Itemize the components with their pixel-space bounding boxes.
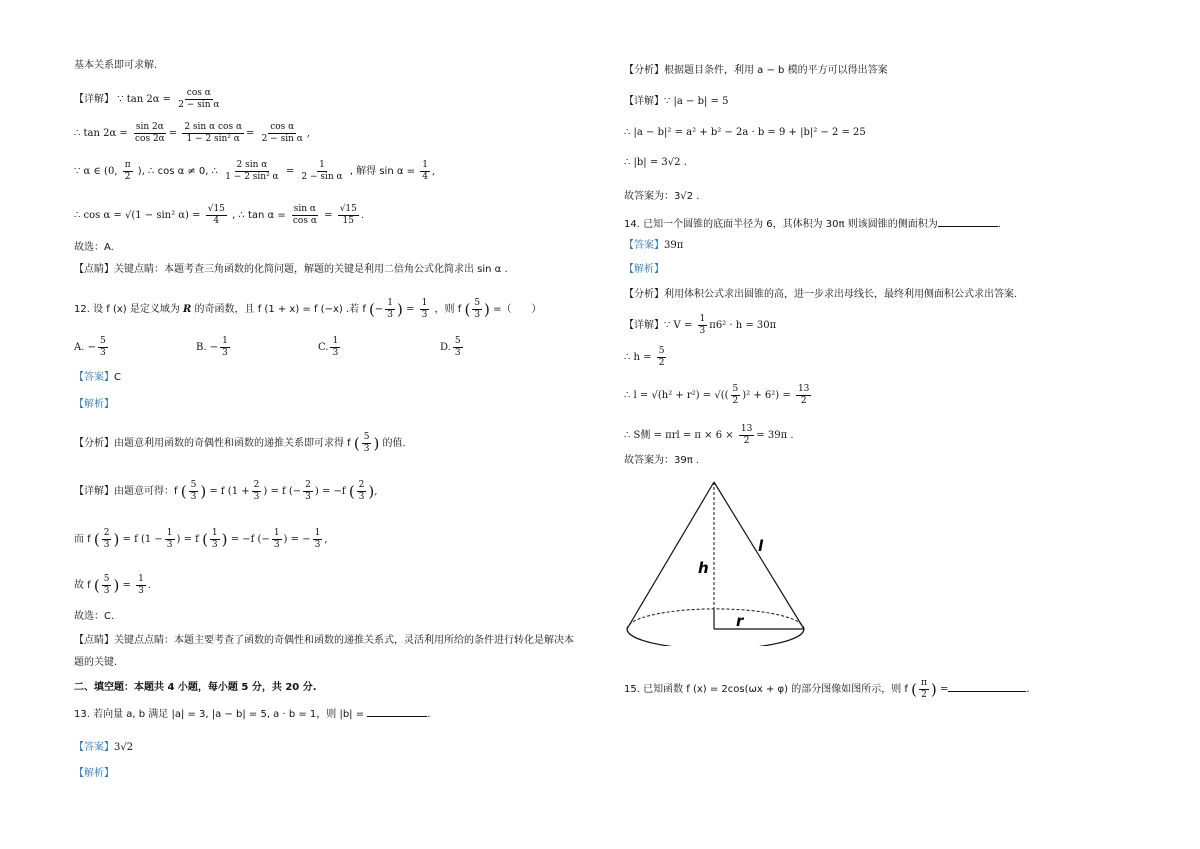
fraction (165, 528, 175, 551)
analysis-line (624, 288, 1017, 302)
analysis-text: 利用体积公式求出圆锥的高，进一步求出母线长，最终利用侧面积公式求出答案. (664, 289, 1018, 300)
math: = (285, 166, 295, 177)
section-heading: 二、填空题：本题共 4 小题，每小题 5 分，共 20 分. (74, 682, 317, 693)
option-label: D. (440, 342, 451, 353)
answer-blank (367, 707, 427, 717)
math: , 解得 sin α = (349, 166, 416, 177)
numerator: 13 (797, 384, 810, 394)
detail-tag: 【详解】 (624, 320, 664, 331)
numerator: 2 sin α cos α (184, 122, 243, 132)
numerator: 5 (474, 298, 481, 308)
numerator: 2 sin α (236, 160, 268, 170)
math: = f (1 + (209, 486, 250, 497)
fraction (136, 574, 146, 597)
numerator: 5 (658, 346, 665, 356)
fraction (919, 678, 929, 701)
math: , (306, 128, 311, 139)
remark-line (74, 263, 508, 277)
denominator: 3 (305, 492, 311, 502)
question-text: . (427, 709, 431, 720)
fraction (220, 336, 230, 359)
math: ∵ |a − b| = 5 (664, 96, 729, 107)
cone-figure (624, 476, 824, 646)
numerator: 5 (363, 432, 370, 442)
math: ∵ α ∈ (0, (74, 166, 118, 177)
detail-tag: 【详解】 (624, 96, 664, 107)
answer-tag: 【答案】 (74, 372, 114, 383)
text-line: 基本关系即可求解. (74, 60, 158, 71)
answer-value: 39π (664, 240, 684, 251)
denominator: 2 (800, 396, 807, 406)
math: ∴ tan 2α = (74, 128, 128, 139)
option-label: C. (318, 342, 329, 353)
fraction (291, 204, 319, 227)
denominator: 4 (422, 172, 428, 182)
numerator: 1 (422, 160, 428, 170)
numerator: sin 2α (135, 122, 164, 132)
denominator: 2 (732, 396, 739, 406)
numerator: 2 (103, 528, 110, 538)
analysis-tag-inline: 【分析】 (74, 438, 114, 449)
analysis-text: 根据题目条件，利用 a − b 模的平方可以得出答案 (664, 65, 888, 76)
fraction (98, 336, 108, 359)
denominator: cos α (292, 216, 317, 226)
math: ), ∴ cos α ≠ 0, ∴ (137, 166, 219, 177)
cone-right-edge (714, 482, 804, 629)
fraction (385, 298, 395, 321)
answer-value: 3√2 (114, 742, 134, 753)
math: 由题意可得：f (114, 486, 178, 497)
math: , (374, 486, 378, 497)
math: = −f (− (230, 534, 270, 545)
fraction (133, 122, 167, 145)
question-text: 13. 若向量 a, b 满足 |a| = 3, |a − b| = 5, a · b = 1，则 |b| = (74, 709, 365, 720)
fraction (182, 122, 244, 145)
numerator: 1 (332, 336, 339, 346)
math: = (122, 580, 131, 591)
denominator: 4 (213, 216, 220, 226)
fraction (330, 336, 340, 359)
question-text: . (1026, 684, 1030, 695)
detail-line: 【详解】由题意可得：f ( $\frac{5}{3}$ ) = f (1 + $\frac{2}{3}$ ) = f (− $\frac{2}{3}$ ) = −f ( $\frac{2}{3}$ ), (74, 480, 378, 502)
denominator: 2 − sin α (301, 172, 343, 182)
fraction (472, 298, 482, 321)
radius-label: r (736, 612, 744, 630)
math: = (324, 210, 333, 221)
denominator: 1 − 2 sin² α (186, 134, 240, 144)
fraction (303, 480, 313, 503)
fraction (189, 480, 199, 503)
height-label: h (698, 559, 709, 577)
numerator: π (920, 678, 927, 688)
denominator: 3 (332, 348, 339, 358)
math: = 39π . (756, 430, 794, 441)
option-d (440, 336, 465, 359)
question-14 (624, 217, 1001, 232)
analysis-tag-inline: 【分析】 (624, 65, 664, 76)
numerator: 5 (99, 336, 106, 346)
numerator: √15 (339, 204, 357, 214)
math: . (147, 580, 152, 591)
detail-tag: 【详解】 (74, 486, 114, 497)
numerator: cos α (270, 122, 295, 132)
remark-text: 关键点点睛：本题主要考查了函数的奇偶性和函数的递推关系式，灵活利用所给的条件进行转化是解决本 (114, 635, 574, 646)
fraction (739, 424, 754, 447)
fraction (252, 480, 262, 503)
question-text: =（ ） (493, 304, 542, 315)
math: 故 f (74, 580, 91, 591)
denominator: 1 − 2 sin² α (225, 172, 279, 182)
answer-blank (938, 217, 998, 227)
fraction (102, 528, 112, 551)
denominator: 3 (166, 540, 173, 550)
denominator: 3 (211, 540, 218, 550)
denominator: 3 (99, 348, 106, 358)
answer-line (74, 741, 133, 755)
denominator: 3 (103, 540, 110, 550)
denominator: 2 − sin α (178, 100, 220, 110)
math: ∴ h = (624, 352, 652, 363)
math: , (431, 166, 436, 177)
remark-line (74, 634, 574, 648)
denominator: 3 (253, 492, 260, 502)
fraction (210, 528, 220, 551)
option-label: B. − (196, 342, 219, 353)
cone-base-back (627, 609, 804, 629)
fraction (731, 384, 741, 407)
detail-line (624, 95, 728, 109)
numerator: 1 (387, 298, 394, 308)
fraction (223, 160, 280, 183)
math: ∴ cos α = √(1 − sin² α) = (74, 210, 201, 221)
fraction (338, 204, 359, 227)
denominator: 3 (387, 310, 394, 320)
math: 而 f (74, 534, 91, 545)
math: . (360, 210, 365, 221)
numerator: 1 (222, 336, 228, 346)
numerator: π (124, 160, 131, 170)
math: )² + 6²) = (742, 390, 791, 401)
numerator: 1 (273, 528, 280, 538)
denominator: 3 (421, 310, 428, 320)
math: π6² · h = 30π (709, 320, 777, 331)
detail-tag: 【详解】 (74, 94, 114, 105)
fraction (420, 160, 430, 183)
math-line: ∴ |a − b|² = a² + b² − 2a · b = 9 + |b|² − 2 = 25 (624, 127, 866, 138)
numerator: 13 (740, 424, 753, 434)
analysis-line: 【分析】由题意利用函数的奇偶性和函数的递推关系即可求得 f ( $\frac{5}{3}$ ) 的值. (74, 432, 406, 454)
question-12: 12. 设 f (x) 是定义域为 R 的奇函数，且 f (1 + x) = f (−x) .若 f (− $\frac{1}{3}$ ) = $\frac{1}{3}$ ，则 f ( $\frac{5}{3}$ ) =（ ） (74, 298, 542, 320)
question-15: 15. 已知函数 f (x) = 2cos(ωx + φ) 的部分图像如图所示，则 f ( $\frac{\pi}{2}$ ) = . (624, 678, 1030, 700)
denominator: 3 (314, 540, 321, 550)
math-line: 故 f ( $\frac{5}{3}$ ) = $\frac{1}{3}$ . (74, 574, 152, 596)
denominator: 3 (273, 540, 280, 550)
numerator: 1 (138, 574, 144, 584)
math-line (624, 346, 668, 369)
question-13 (74, 707, 431, 722)
fraction (657, 346, 667, 369)
numerator: 5 (454, 336, 461, 346)
remark-text: 关键点睛：本题考查三角函数的化简问题，解题的关键是利用二倍角公式化简求出 sin α . (114, 264, 508, 275)
fraction (260, 122, 305, 145)
question-text: 14. 已知一个圆锥的底面半径为 6，其体积为 30π 则该圆锥的侧面积为 (624, 219, 938, 230)
math: ) = − (283, 534, 311, 545)
detail-line (74, 88, 223, 111)
math-line (624, 384, 813, 407)
denominator: 2 − sin α (261, 134, 303, 144)
text-line: 故选：A. (74, 242, 114, 253)
denominator: 3 (103, 586, 110, 596)
numerator: cos α (186, 88, 211, 98)
answer-tag: 【答案】 (74, 742, 114, 753)
fraction (123, 160, 133, 183)
fraction (357, 480, 367, 503)
math: ∴ S侧 = πrl = π × 6 × (624, 430, 734, 441)
math: ) = f (− (263, 486, 302, 497)
fraction (102, 574, 112, 597)
option-b (196, 336, 232, 359)
numerator: 1 (699, 314, 706, 324)
denominator: 3 (222, 348, 228, 358)
question-text: R (183, 304, 192, 315)
text-line: 故答案为：39π . (624, 455, 700, 466)
analysis-tag-inline: 【分析】 (624, 289, 664, 300)
text-line: 故选：C. (74, 611, 115, 622)
denominator: 3 (474, 310, 481, 320)
remark-tag: 【点睛】 (74, 264, 114, 275)
numerator: 2 (253, 480, 260, 490)
math-line: ∴ tan 2α = $\frac{\sin 2\alpha}{\cos 2\alpha}$ = $\frac{\text{2 sin α cos α}}{\text{1 − 2 sin² α}}$ = $\frac{\text{cos α}}{\text{2 − sin α}}$ , (74, 122, 311, 144)
text-line: 故答案为：3√2 . (624, 191, 700, 202)
math: ∵ V = (664, 320, 693, 331)
denominator: 2 (124, 172, 131, 182)
fraction (420, 298, 430, 321)
numerator: 1 (421, 298, 428, 308)
denominator: 2 (743, 436, 750, 446)
analysis-text: 由题意利用函数的奇偶性和函数的递推关系即可求得 f (114, 438, 351, 449)
question-text: = (939, 684, 949, 695)
remark-line-cont: 题的关键. (74, 657, 118, 668)
detail-line (624, 314, 776, 337)
cone-base-front (627, 629, 804, 646)
question-text: . (997, 219, 1001, 230)
numerator: 2 (358, 480, 365, 490)
slant-label: l (758, 537, 764, 555)
math: , (324, 534, 328, 545)
denominator: 15 (342, 216, 354, 226)
answer-line (624, 239, 683, 253)
numerator: 2 (305, 480, 311, 490)
remark-tag: 【点睛】 (74, 635, 114, 646)
answer-tag: 【答案】 (624, 240, 664, 251)
question-text: 15. 已知函数 f (x) = 2cos(ωx + φ) 的部分图像如图所示，则 f (624, 684, 908, 695)
fraction (272, 528, 282, 551)
denominator: 3 (363, 444, 370, 454)
numerator: sin α (293, 204, 317, 214)
math: ) = −f (314, 486, 346, 497)
fraction (299, 160, 344, 183)
answer-line (74, 371, 121, 385)
denominator: 2 (921, 690, 927, 700)
fraction (453, 336, 463, 359)
denominator: 2 (658, 358, 665, 368)
math-line (74, 204, 364, 227)
math-line (74, 160, 435, 183)
denominator: 3 (358, 492, 365, 502)
math: ∵ tan 2α = (117, 94, 172, 105)
question-text: 12. 设 f (x) 是定义域为 (74, 304, 180, 315)
answer-blank (948, 682, 1026, 692)
cone-left-edge (627, 482, 714, 629)
question-text: = (406, 304, 415, 315)
option-label: A. − (74, 342, 96, 353)
math-line: 而 f ( $\frac{2}{3}$ ) = f (1 − $\frac{1}{3}$ ) = f ( $\frac{1}{3}$ ) = −f (− $\frac{1}{3}$ ) = − $\frac{1}{3}$ , (74, 528, 328, 550)
denominator: 3 (190, 492, 197, 502)
option-c (318, 336, 342, 359)
numerator: 1 (166, 528, 173, 538)
numerator: √15 (207, 204, 225, 214)
math: ) = f (176, 534, 199, 545)
fraction (362, 432, 372, 455)
fraction (206, 204, 227, 227)
fraction (796, 384, 811, 407)
denominator: cos 2α (135, 134, 165, 144)
numerator: 5 (732, 384, 739, 394)
numerator: 5 (190, 480, 197, 490)
math: , ∴ tan α = (232, 210, 286, 221)
analysis-tag: 【解析】 (74, 399, 114, 410)
fraction (313, 528, 323, 551)
denominator: 3 (699, 326, 706, 336)
fraction (698, 314, 708, 337)
numerator: 5 (103, 574, 110, 584)
analysis-text: 的值. (382, 438, 406, 449)
math: = f (1 − (122, 534, 163, 545)
numerator: 1 (211, 528, 218, 538)
math-line: ∴ |b| = 3√2 . (624, 157, 687, 168)
analysis-tag: 【解析】 (624, 264, 664, 275)
numerator: 1 (314, 528, 321, 538)
numerator: 1 (319, 160, 325, 170)
question-text: ，则 f (434, 304, 462, 315)
analysis-line (624, 64, 888, 78)
denominator: 3 (454, 348, 461, 358)
denominator: 3 (138, 586, 144, 596)
analysis-tag: 【解析】 (74, 768, 114, 779)
answer-value: C (114, 372, 121, 383)
fraction (176, 88, 221, 111)
option-a (74, 336, 110, 359)
math: ∴ l = √(h² + r²) = √(( (624, 390, 729, 401)
question-text: 的奇函数，且 f (1 + x) = f (−x) .若 f (194, 304, 366, 315)
math-line (624, 424, 794, 447)
